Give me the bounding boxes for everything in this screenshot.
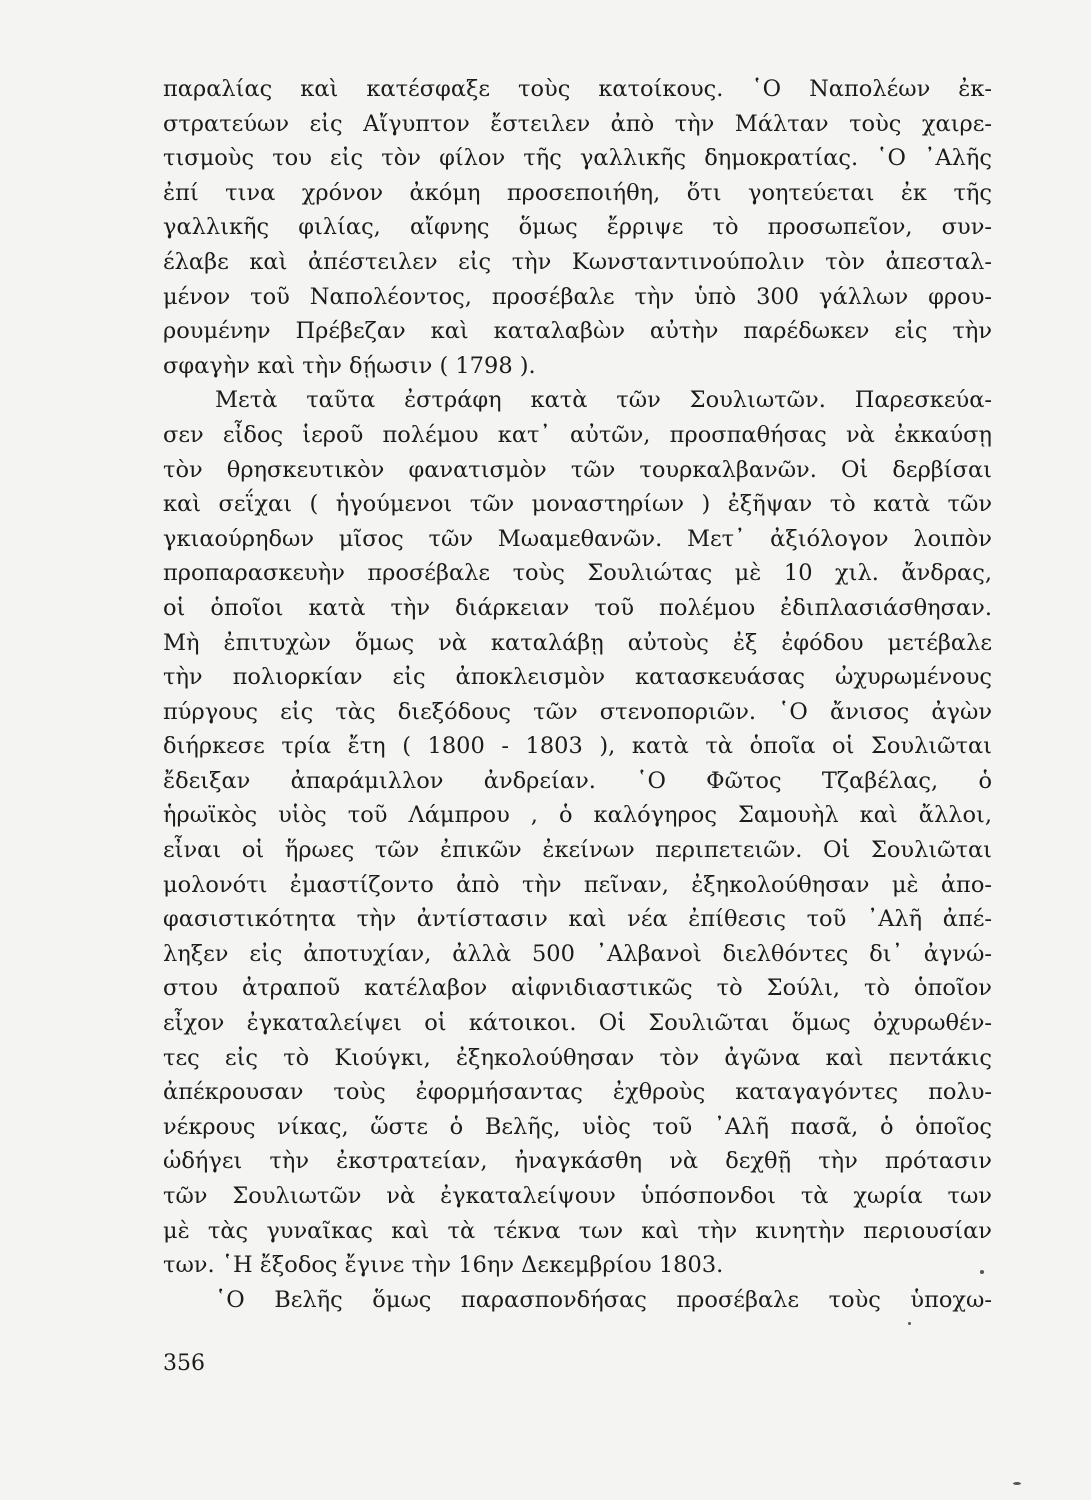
text-line: προπαρασκευὴν προσέβαλε τοὺς Σουλιώτας μὲ 10 χιλ. ἄνδρας, [163, 560, 992, 587]
ink-speck [1013, 1482, 1021, 1485]
text-line: εἶναι οἱ ἥρωες τῶν ἐπικῶν ἐκείνων περιπετειῶν. Οἱ Σουλιῶται [163, 837, 992, 864]
text-line: ὡδήγει τὴν ἐκστρατείαν, ἠναγκάσθη νὰ δεχθῇ τὴν πρότασιν [163, 1148, 992, 1175]
text-line: μολονότι ἐμαστίζοντο ἀπὸ τὴν πεῖναν, ἐξηκολούθησαν μὲ ἀπο- [163, 871, 992, 898]
text-line: τες εἰς τὸ Κιούγκι, ἐξηκολούθησαν τὸν ἀγῶνα καὶ πεντάκις [163, 1044, 992, 1071]
text-line: Μὴ ἐπιτυχὼν ὅμως νὰ καταλάβῃ αὐτοὺς ἐξ ἐφόδου μετέβαλε [163, 629, 992, 656]
text-line: γκιαούρηδων μῖσος τῶν Μωαμεθανῶν. Μετ᾿ ἀξιόλογον λοιπὸν [163, 525, 992, 552]
text-line: μὲ τὰς γυναῖκας καὶ τὰ τέκνα των καὶ τὴν κινητὴν περιουσίαν [163, 1217, 992, 1244]
text-line: έλαβε καὶ ἀπέστειλεν εἰς τὴν Κωνσταντινούπολιν τὸν ἀπεσταλ- [163, 248, 992, 275]
paragraph-start-line: Μετὰ ταῦτα ἐστράφη κατὰ τῶν Σουλιωτῶν. Παρεσκεύα- [215, 387, 992, 414]
text-line: καὶ σεΐχαι ( ἡγούμενοι τῶν μοναστηρίων ) ἐξῆψαν τὸ κατὰ τῶν [163, 491, 992, 518]
text-line: εἶχον ἐγκαταλείψει οἱ κάτοικοι. Οἱ Σουλιῶται ὅμως ὀχυρωθέν- [163, 1010, 992, 1037]
text-line: στου ἀτραποῦ κατέλαβον αἰφνιδιαστικῶς τὸ Σούλι, τὸ ὁποῖον [163, 975, 992, 1002]
ink-speck [908, 1322, 911, 1325]
text-line: ληξεν εἰς ἀποτυχίαν, ἀλλὰ 500 ᾿Αλβανοὶ διελθόντες δι᾿ ἀγνώ- [163, 940, 992, 967]
text-line: μένον τοῦ Ναπολέοντος, προσέβαλε τὴν ὑπὸ 300 γάλλων φρου- [163, 283, 992, 310]
text-line: στρατεύων εἰς Αἴγυπτον ἔστειλεν ἀπὸ τὴν Μάλταν τοὺς χαιρε- [163, 110, 992, 137]
text-line: διήρκεσε τρία ἔτη ( 1800 - 1803 ), κατὰ τὰ ὁποῖα οἱ Σουλιῶται [163, 733, 992, 760]
paragraph-end-line: σφαγὴν καὶ τὴν δῄωσιν ( 1798 ). [163, 352, 536, 379]
text-line: πύργους εἰς τὰς διεξόδους τῶν στενοποριῶν. ῾Ο ἄνισος ἀγὼν [163, 698, 992, 725]
text-line: νέκρους νίκας, ὥστε ὁ Βελῆς, υἱὸς τοῦ ᾿Αλῆ πασᾶ, ὁ ὁποῖος [163, 1113, 992, 1140]
paragraph-end-line: των. ῾Η ἔξοδος ἔγινε τὴν 16ην Δεκεμβρίου 1803. [163, 1252, 724, 1279]
text-line: τισμοὺς του εἰς τὸν φίλον τῆς γαλλικῆς δημοκρατίας. ῾Ο ᾿Αλῆς [163, 145, 992, 172]
text-line: γαλλικῆς φιλίας, αἴφνης ὅμως ἔρριψε τὸ προσωπεῖον, συν- [163, 214, 992, 241]
text-line: παραλίας καὶ κατέσφαξε τοὺς κατοίκους. ῾Ο Ναπολέων ἐκ- [163, 76, 992, 102]
text-line: ἀπέκρουσαν τοὺς ἐφορμήσαντας ἐχθροὺς καταγαγόντες πολυ- [163, 1079, 992, 1106]
text-line: οἱ ὁποῖοι κατὰ τὴν διάρκειαν τοῦ πολέμου ἐδιπλασιάσθησαν. [163, 594, 992, 621]
ink-speck [980, 1270, 984, 1274]
text-line: ἐπί τινα χρόνον ἀκόμη προσεποιήθη, ὅτι γοητεύεται ἐκ τῆς [163, 179, 992, 206]
page-number: 356 [163, 1351, 205, 1376]
text-line: ρουμένην Πρέβεζαν καὶ καταλαβὼν αὐτὴν παρέδωκεν εἰς τὴν [163, 318, 992, 345]
text-line: ἔδειξαν ἀπαράμιλλον ἀνδρείαν. ῾Ο Φῶτος Τζαβέλας, ὁ [163, 767, 992, 794]
paragraph-start-line: ῾Ο Βελῆς ὅμως παρασπονδήσας προσέβαλε τοὺς ὑποχω- [215, 1286, 992, 1313]
text-line: ἡρωϊκὸς υἱὸς τοῦ Λάμπρου , ὁ καλόγηρος Σαμουὴλ καὶ ἄλλοι, [163, 802, 992, 829]
text-line: φασιστικότητα τὴν ἀντίστασιν καὶ νέα ἐπίθεσις τοῦ ᾿Αλῆ ἀπέ- [163, 906, 992, 933]
body-text [163, 72, 992, 1317]
text-line: τὸν θρησκευτικὸν φανατισμὸν τῶν τουρκαλβανῶν. Οἱ δερβίσαι [163, 456, 992, 483]
text-line: τῶν Σουλιωτῶν νὰ ἐγκαταλείψουν ὑπόσπονδοι τὰ χωρία των [163, 1183, 992, 1209]
text-line: τὴν πολιορκίαν εἰς ἀποκλεισμὸν κατασκευάσας ὠχυρωμένους [163, 664, 992, 691]
text-line: σεν εἶδος ἱεροῦ πολέμου κατ᾿ αὐτῶν, προσπαθήσας νὰ ἐκκαύσῃ [163, 421, 992, 448]
